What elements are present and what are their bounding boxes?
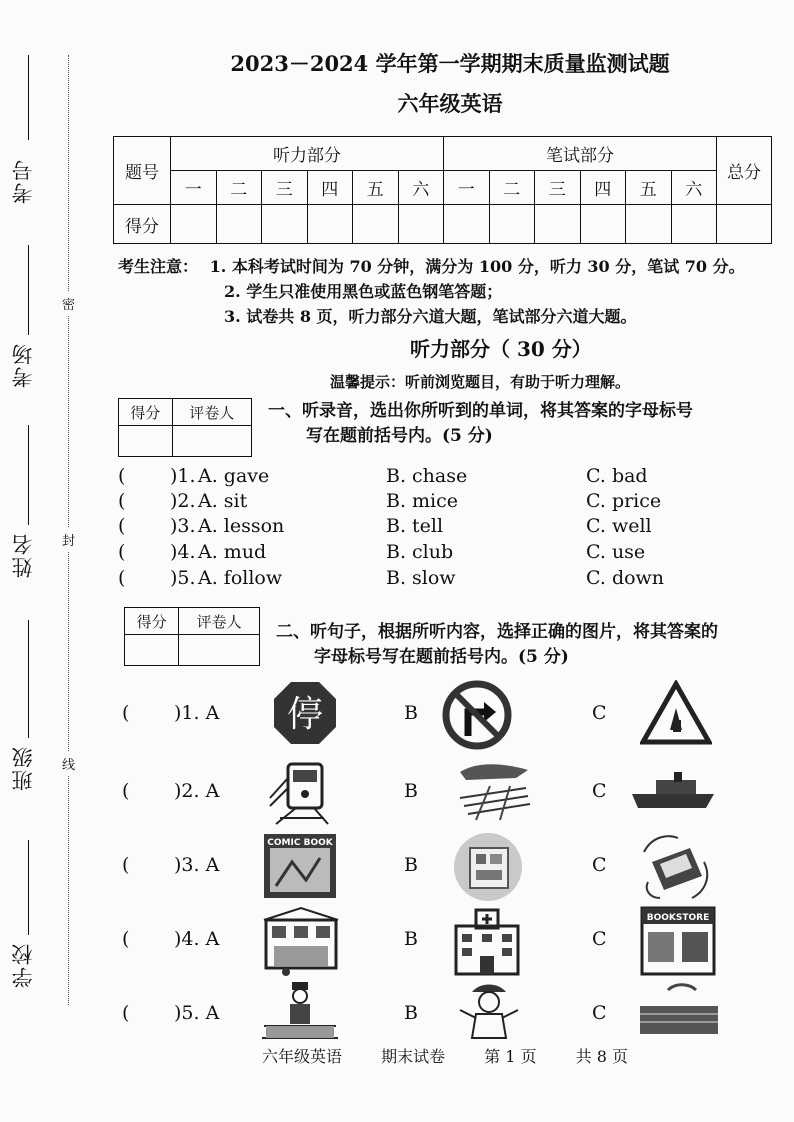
- seal-word-mi: 密: [62, 292, 75, 315]
- option-b-label: B: [404, 780, 418, 802]
- ship-icon[interactable]: [630, 772, 716, 812]
- option-b-label: B: [404, 854, 418, 876]
- field-line-exam-number: [28, 55, 29, 140]
- grader-score-label: 得分: [119, 399, 173, 426]
- score-table: [113, 136, 772, 244]
- answer-paren[interactable]: (: [118, 465, 126, 487]
- option-a: A. sit: [198, 490, 248, 512]
- score-table-number: 四: [580, 171, 626, 205]
- score-cell[interactable]: [216, 205, 262, 244]
- label-exam-number: 考号: [11, 158, 35, 204]
- picture-question-row: [118, 980, 738, 1052]
- score-cell[interactable]: [580, 205, 626, 244]
- score-table-writing-header: 笔试部分: [444, 137, 717, 171]
- label-name: 姓名: [11, 532, 35, 578]
- question-number: )4. A: [174, 928, 220, 950]
- option-c-label: C: [592, 928, 607, 950]
- question-number: )4.: [170, 541, 196, 563]
- answer-paren[interactable]: (: [122, 780, 130, 802]
- question-number: )3. A: [174, 854, 220, 876]
- score-table-number: 三: [262, 171, 308, 205]
- grader-score-cell[interactable]: [125, 635, 179, 666]
- option-b: B. club: [386, 541, 454, 563]
- option-b: B. mice: [386, 490, 459, 512]
- exam-notes: [118, 254, 745, 329]
- option-b-label: B: [404, 928, 418, 950]
- warning-triangle-sign-icon[interactable]: [640, 680, 712, 746]
- option-a: A. lesson: [198, 515, 285, 537]
- score-table-number: 四: [307, 171, 353, 205]
- plane-icon[interactable]: [456, 758, 532, 822]
- no-right-turn-sign-icon[interactable]: [442, 680, 512, 750]
- question-number: )1.: [170, 465, 196, 487]
- comic-book-icon[interactable]: [262, 832, 338, 900]
- label-exam-room: 考场: [11, 342, 35, 388]
- option-c-label: C: [592, 1002, 607, 1024]
- footer-total-pages: 共 8 页: [575, 1047, 629, 1066]
- question-number: )5. A: [174, 1002, 220, 1024]
- listening-tip: 温馨提示：听前浏览题目，有助于听力理解。: [330, 373, 631, 391]
- score-cell[interactable]: [353, 205, 399, 244]
- score-table-total-header: 总分: [717, 137, 772, 205]
- answer-paren[interactable]: (: [118, 490, 126, 512]
- section2-line1: 二、听句子，根据所听内容，选择正确的图片，将其答案的: [276, 622, 718, 642]
- score-table-number: 一: [171, 171, 217, 205]
- score-table-item-label: 题号: [114, 137, 171, 205]
- score-cell[interactable]: [671, 205, 717, 244]
- question-number: )2. A: [174, 780, 220, 802]
- score-table-number: 一: [444, 171, 490, 205]
- option-b: B. slow: [386, 567, 456, 589]
- train-icon[interactable]: [266, 758, 338, 826]
- bookstore-sign-text: BOOKSTORE: [646, 913, 710, 923]
- section1-line2: 写在题前括号内。(5 分): [306, 426, 493, 446]
- coast-scene-icon[interactable]: [638, 980, 720, 1036]
- option-b-label: B: [404, 702, 418, 724]
- score-table-score-label: 得分: [114, 205, 171, 244]
- option-c-label: C: [592, 854, 607, 876]
- option-c: C. well: [586, 515, 652, 537]
- footer-page: 第 1 页: [484, 1047, 537, 1066]
- answer-paren[interactable]: (: [122, 928, 130, 950]
- picture-question-row: [118, 680, 738, 752]
- answer-paren[interactable]: (: [118, 515, 126, 537]
- question-number: )2.: [170, 490, 196, 512]
- picture-question-row: [118, 906, 738, 978]
- grader-score-label: 得分: [125, 608, 179, 635]
- score-cell[interactable]: [262, 205, 308, 244]
- stop-sign-text: 停: [286, 694, 324, 735]
- field-line-name: [28, 425, 29, 525]
- exam-title: 2023－2024 学年第一学期期末质量监测试题: [230, 51, 670, 76]
- note-item: 3. 试卷共 8 页，听力部分六道大题，笔试部分六道大题。: [224, 307, 637, 326]
- section1-line1: 一、听录音，选出你所听到的单词，将其答案的字母标号: [268, 401, 693, 421]
- footer-subject: 六年级英语: [262, 1047, 343, 1066]
- option-b: B. tell: [386, 515, 444, 537]
- cinema-building-icon[interactable]: [262, 906, 340, 978]
- option-a: A. gave: [198, 465, 270, 487]
- score-cell[interactable]: [171, 205, 217, 244]
- question-number: )1. A: [174, 702, 220, 724]
- answer-paren[interactable]: (: [118, 541, 126, 563]
- hospital-building-icon[interactable]: [452, 906, 522, 978]
- score-cell[interactable]: [626, 205, 672, 244]
- picture-question-row: [118, 758, 738, 830]
- page-footer: [262, 1044, 662, 1067]
- score-cell[interactable]: [307, 205, 353, 244]
- option-c: C. use: [586, 541, 646, 563]
- seal-word-xian: 线: [62, 752, 75, 775]
- stop-sign-icon[interactable]: [272, 680, 338, 746]
- grader-score-cell[interactable]: [119, 426, 173, 457]
- notes-label: 考生注意：: [118, 257, 199, 276]
- grader-name-cell[interactable]: [172, 426, 251, 457]
- question-number: )5.: [170, 567, 196, 589]
- exam-subtitle: 六年级英语: [397, 91, 503, 116]
- score-table-number: 二: [216, 171, 262, 205]
- score-table-number: 三: [535, 171, 581, 205]
- answer-paren[interactable]: (: [122, 854, 130, 876]
- option-c: C. bad: [586, 465, 648, 487]
- grader-box-1: [118, 398, 252, 457]
- score-table-number: 二: [489, 171, 535, 205]
- dictionary-book-icon[interactable]: [638, 832, 714, 902]
- option-b-label: B: [404, 1002, 418, 1024]
- label-school: 学校: [11, 942, 35, 988]
- comic-cover-text: COMIC BOOK: [267, 838, 333, 848]
- option-b: B. chase: [386, 465, 468, 487]
- footer-exam: 期末试卷: [381, 1047, 446, 1066]
- label-class: 班级: [11, 745, 35, 791]
- section1-instructions: [268, 399, 693, 449]
- field-line-exam-room: [28, 245, 29, 335]
- score-table-number: 五: [626, 171, 672, 205]
- note-item: 1. 本科考试时间为 70 分钟，满分为 100 分，听力 30 分，笔试 70 分。: [209, 257, 745, 276]
- police-officer-icon[interactable]: [454, 980, 524, 1040]
- answer-paren[interactable]: (: [118, 567, 126, 589]
- picture-book-icon[interactable]: [450, 832, 526, 902]
- listening-heading: 听力部分（ 30 分）: [410, 337, 592, 361]
- score-cell[interactable]: [535, 205, 581, 244]
- grader-box-2: [124, 607, 260, 666]
- grader-name-label: 评卷人: [179, 608, 260, 635]
- section2-line2: 字母标号写在题前括号内。(5 分): [314, 647, 569, 667]
- option-c-label: C: [592, 702, 607, 724]
- soldier-person-icon[interactable]: [260, 980, 340, 1040]
- seal-word-feng: 封: [62, 528, 75, 551]
- grader-name-label: 评卷人: [172, 399, 251, 426]
- score-cell[interactable]: [398, 205, 444, 244]
- question-number: )3.: [170, 515, 196, 537]
- score-table-number: 六: [398, 171, 444, 205]
- note-item: 2. 学生只准使用黑色或蓝色钢笔答题；: [224, 282, 503, 301]
- score-table-listening-header: 听力部分: [171, 137, 444, 171]
- option-a: A. mud: [198, 541, 267, 563]
- section2-instructions: [276, 620, 718, 670]
- field-line-school: [28, 840, 29, 935]
- grader-name-cell[interactable]: [179, 635, 260, 666]
- answer-paren[interactable]: (: [122, 702, 130, 724]
- score-table-number: 五: [353, 171, 399, 205]
- field-line-class: [28, 620, 29, 738]
- total-score-cell[interactable]: [717, 205, 772, 244]
- picture-question-row: [118, 832, 738, 904]
- score-table-number: 六: [671, 171, 717, 205]
- option-c: C. price: [586, 490, 662, 512]
- score-cell[interactable]: [444, 205, 490, 244]
- score-cell[interactable]: [489, 205, 535, 244]
- option-c: C. down: [586, 567, 665, 589]
- answer-paren[interactable]: (: [122, 1002, 130, 1024]
- option-c-label: C: [592, 780, 607, 802]
- bookstore-building-icon[interactable]: [640, 906, 716, 976]
- option-a: A. follow: [198, 567, 283, 589]
